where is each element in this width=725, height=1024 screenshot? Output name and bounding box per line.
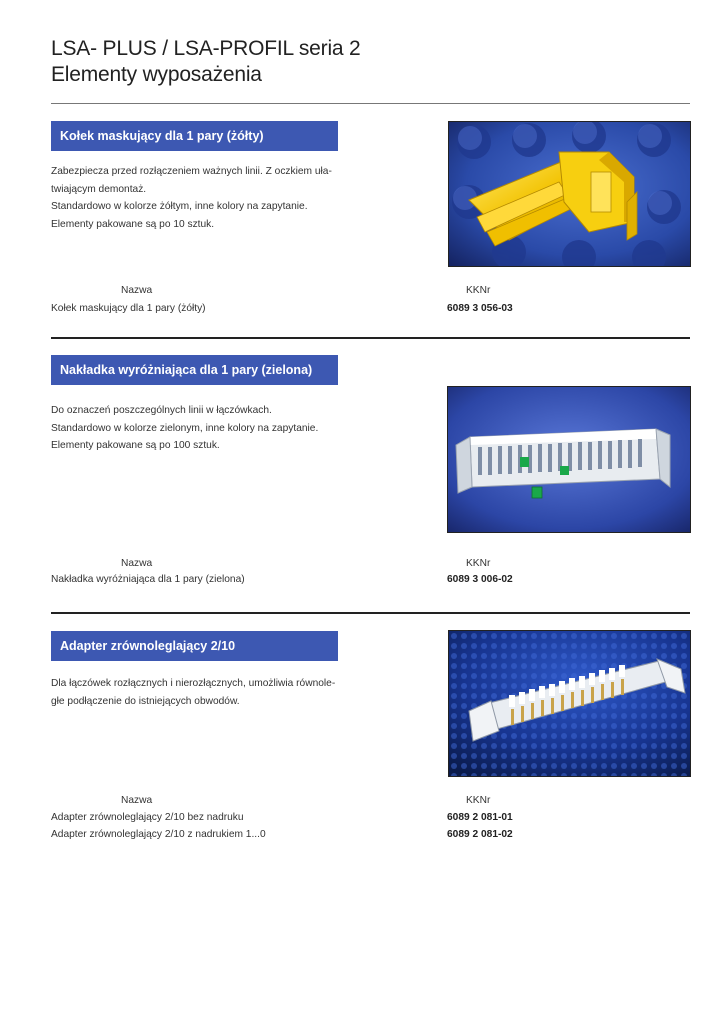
page-title-line-1: LSA- PLUS / LSA-PROFIL seria 2 [51, 37, 361, 60]
product-code: 6089 2 081-01 [447, 812, 513, 823]
section-description-parallel-adapter [51, 675, 341, 710]
desc-line: Do oznaczeń poszczególnych linii w łączówkach. [51, 405, 272, 416]
product-name: Kołek maskujący dla 1 pary (żółty) [51, 303, 206, 314]
page-title-line-2: Elementy wyposażenia [51, 63, 262, 86]
desc-line: Zabezpiecza przed rozłączeniem ważnych linii. Z oczkiem uła- [51, 166, 332, 177]
desc-line: Standardowo w kolorze zielonym, inne kolory na zapytanie. [51, 422, 319, 434]
column-header-name: Nazwa [121, 558, 153, 569]
product-name: Adapter zrównoleglający 2/10 bez nadruku [51, 812, 244, 823]
desc-line: Elementy pakowane są po 10 sztuk. [51, 218, 215, 230]
section-heading-parallel-adapter: Adapter zrównoleglający 2/10 [51, 631, 338, 661]
section-description-marker [51, 402, 341, 455]
desc-line: Standardowo w kolorze żółtym, inne kolory na zapytanie. [51, 201, 308, 212]
section-heading-marker: Nakładka wyróżniająca dla 1 pary (zielona) [51, 355, 338, 385]
desc-line: głe podłączenie do istniejących obwodów. [51, 695, 240, 707]
column-header-name: Nazwa [121, 285, 153, 296]
section-description-masking-plug [51, 163, 341, 233]
desc-line: Elementy pakowane są po 100 sztuk. [51, 440, 220, 451]
product-name: Nakładka wyróżniająca dla 1 pary (zielona) [51, 574, 245, 585]
desc-line: Dla łączówek rozłącznych i nierozłącznych, umożliwia równole- [51, 678, 336, 689]
column-header-code: KKNr [466, 558, 491, 569]
column-header-code: KKNr [466, 795, 491, 806]
parallel-adapter-photo [448, 630, 691, 777]
product-name: Adapter zrównoleglający 2/10 z nadrukiem 1...0 [51, 829, 266, 840]
green-marker-on-disconnection-module-photo [447, 386, 691, 533]
product-code: 6089 3 056-03 [447, 303, 513, 314]
header-divider [51, 103, 690, 104]
column-header-code: KKNr [466, 285, 491, 296]
column-header-name: Nazwa [121, 795, 153, 806]
product-code: 6089 2 081-02 [447, 829, 513, 840]
section-divider [51, 337, 690, 339]
product-code: 6089 3 006-02 [447, 574, 513, 585]
section-heading-masking-plug: Kołek maskujący dla 1 pary (żółty) [51, 121, 338, 151]
yellow-masking-plug-photo [448, 121, 691, 267]
page-title [51, 36, 361, 88]
section-divider [51, 612, 690, 614]
desc-line: twiającym demontaż. [51, 183, 147, 195]
